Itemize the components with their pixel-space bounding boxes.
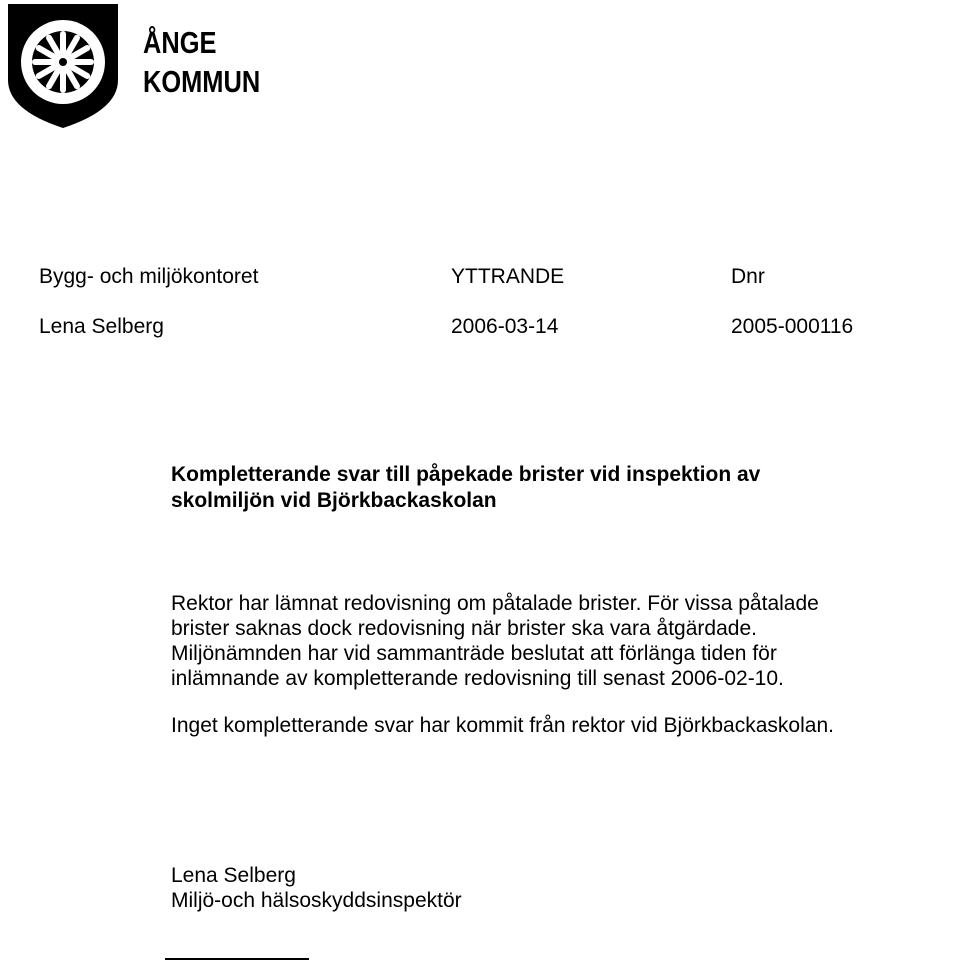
municipality-logo-emblem (4, 2, 122, 130)
document-title: Kompletterande svar till påpekade brister vid inspektion av skolmiljön vid Björkbackaskolan (171, 463, 761, 512)
body-paragraph-1: Rektor har lämnat redovisning om påtalade brister. För vissa påtalade brister saknas dock redovisning när brister ska vara åtgärdade. Miljönämnden har vid sammanträde beslutat att förlänga tiden för inlämnande av kompletterande redovisning till senast 2006-02-10. (171, 592, 819, 690)
document-type: YTTRANDE (451, 265, 565, 288)
department-name: Bygg- och miljökontoret (39, 265, 259, 288)
dnr-label: Dnr (731, 265, 765, 288)
logo-name-line1: ÅNGE (143, 25, 217, 60)
document-date: 2006-03-14 (451, 315, 559, 338)
wheel-shield-icon (4, 2, 122, 130)
logo-name-line2: KOMMUN (143, 64, 261, 99)
body-paragraph-2: Inget kompletterande svar har kommit från rektor vid Björkbackaskolan. (171, 714, 834, 737)
dnr-value: 2005-000116 (731, 315, 854, 338)
signature-title: Miljö-och hälsoskyddsinspektör (171, 889, 462, 912)
author-name: Lena Selberg (39, 315, 164, 338)
signature-line (165, 958, 309, 960)
signature-name: Lena Selberg (171, 864, 296, 887)
